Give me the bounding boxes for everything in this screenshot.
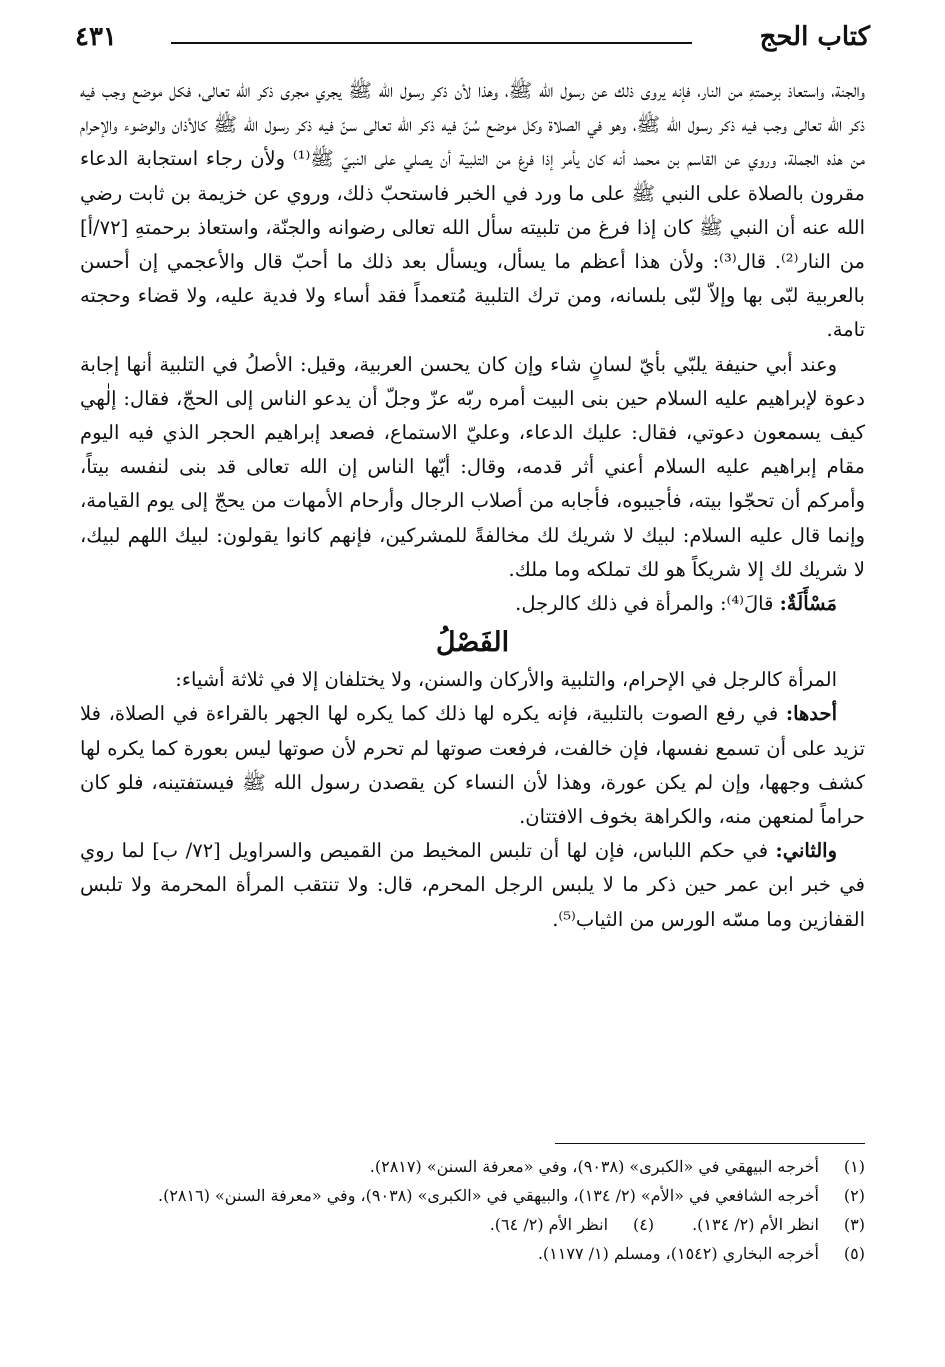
footnote-4: [490, 1210, 654, 1239]
paragraph-5: [80, 834, 865, 937]
footnote-number: (٣): [843, 1215, 865, 1234]
footnote-number: (١): [843, 1157, 865, 1176]
paragraph-3: المرأة كالرجل في الإحرام، والتلبية والأركان والسنن، ولا يختلفان إلا في ثلاثة أشياء:: [175, 668, 837, 692]
footnote-3: [692, 1210, 865, 1239]
masala-label: مَسْأَلَةٌ:: [779, 592, 837, 616]
footnote-number: (٢): [843, 1186, 865, 1205]
footnote-pair: [80, 1210, 865, 1239]
footnote-1: [80, 1152, 865, 1181]
footnote-number: (٤): [632, 1215, 655, 1234]
footnotes: [80, 1152, 865, 1268]
footnote-number: (٥): [843, 1244, 865, 1263]
footnote-text: أخرجه البخاري (١٥٤٢)، ومسلم (١/ ١١٧٧).: [537, 1244, 819, 1263]
footnote-rule: [555, 1143, 865, 1144]
running-header: [75, 18, 870, 68]
first-point-text: في رفع الصوت بالتلبية، فإنه يكره لها ذلك كما يكره لها الجهر بالقراءة في الصلاة، فلا تزيد على أن تسمع نفسها، فإن خالفت، فرفعت صوتها لم تحرم لأن صوتها ليس بعورة كما يكره لها كشف وجهها، وإن لم يكن عورة، وهذا لأن النساء كن يقصدن رسول الله ﷺ فيستفتينه، فلو كان حراماً لمنعهن منه، والكراهة بخوف الافتتان.: [80, 702, 865, 829]
footnote-text: انظر الأم (٢/ ١٣٤).: [692, 1215, 819, 1234]
paragraph-1: والجنة، واستعاذ برحمتهِ من النار، فإنه يروى ذلك عن رسول الله ﷺ، وهذا لأن ذكر رسول الله ﷺ يجري مجرى ذكر الله تعالى، فكل موضع وجب فيه ذكر الله تعالى وجب فيه ذكر رسول الله ﷺ، وهو في الصلاة وكل موضع سُنّ فيه ذكر الله تعالى سنّ فيه ذكر رسول الله ﷺ كالأذان والوضوء والإحرام من هذه الجملة، وروي عن القاسم بن محمد أنه كان يأمر إذا فرغ من التلبية أن يصلي على النبيّ ﷺ⁽¹⁾ ولأن رجاء استجابة الدعاء مقرون بالصلاة على النبي ﷺ على ما ورد في الخبر فاستحبّ ذلك، وروي عن خزيمة بن ثابت رضي الله عنه أن النبي ﷺ كان إذا فرغ من تلبيته سأل الله تعالى رضوانه والجنّة، واستعاذ برحمتهِ [٧٢/أ] من النار⁽²⁾. قال⁽³⁾: ولأن هذا أعظم ما يسأل، ويسأل بعد ذلك ما أحبّ قال والأعجمي إن أحسن بالعربية لبّى بها وإلاّ لبّى بلسانه، ومن ترك التلبية مُتعمداً فقد أساء ولا فدية عليه، ولا قضاء وحجته تامة.: [80, 79, 865, 342]
page-number: ٤٣١: [75, 22, 117, 52]
second-point-text: في حكم اللباس، فإن لها أن تلبس المخيط من القميص والسراويل [٧٢/ ب] لما روي في خبر ابن عمر حين ذكر ما لا يلبس الرجل المحرم، قال: ولا تنتقب المرأة المحرمة ولا تلبس القفازين وما مسّه الورس من الثياب⁽⁵⁾.: [80, 839, 865, 931]
first-point-label: أحدها:: [785, 702, 838, 726]
footnote-text: أخرجه البيهقي في «الكبرى» (٩٠٣٨)، وفي «معرفة السنن» (٢٨١٧).: [369, 1157, 819, 1176]
footnote-text: انظر الأم (٢/ ٦٤).: [489, 1215, 609, 1234]
footnote-2: [80, 1181, 865, 1210]
paragraph-4: [80, 697, 865, 834]
masala-text: قالَ⁽⁴⁾: والمرأة في ذلك كالرجل.: [515, 592, 774, 616]
main-text: [80, 74, 865, 937]
second-point-label: والثاني:: [775, 839, 838, 863]
book-title: كتاب الحج: [759, 22, 870, 52]
header-rule: [171, 42, 692, 44]
masala-paragraph: [80, 587, 865, 621]
fasl-heading: الفَصْلُ: [435, 627, 510, 659]
footnote-text: أخرجه الشافعي في «الأم» (٢/ ١٣٤)، والبيهقي في «الكبرى» (٩٠٣٨)، وفي «معرفة السنن» (٢٨١٦).: [157, 1186, 819, 1205]
paragraph-2: وعند أبي حنيفة يلبّي بأيّ لسانٍ شاء وإن كان يحسن العربية، وقيل: الأصلُ في التلبية أنها إجابة دعوة لإبراهيم عليه السلام حين بنى البيت أمره ربّه عزّ وجلّ أن يدعو الناس إلى الحجّ، فقال: إلٰهي كيف يسمعون دعوتي، فقال: عليك الدعاء، وعليّ الاستماع، فصعد إبراهيم الحجر الذي فيه اليوم مقام إبراهيم عليه السلام أعني أثر قدمه، وقال: أيّها الناس إن الله تعالى قد بنى لنفسه بيتاً، وأمركم أن تحجّوا بيته، فأجيبوه، فأجابه من أصلاب الرجال وأرحام الأمهات من يحجّ إلى يوم القيامة، وإنما قال عليه السلام: لبيك لا شريك لك مخالفةً للمشركين، فإنهم كانوا يقولون: لبيك اللهم لبيك، لا شريك لك إلا شريكاً هو لك تملكه وما ملك.: [80, 352, 865, 581]
footnote-5: [80, 1239, 865, 1268]
